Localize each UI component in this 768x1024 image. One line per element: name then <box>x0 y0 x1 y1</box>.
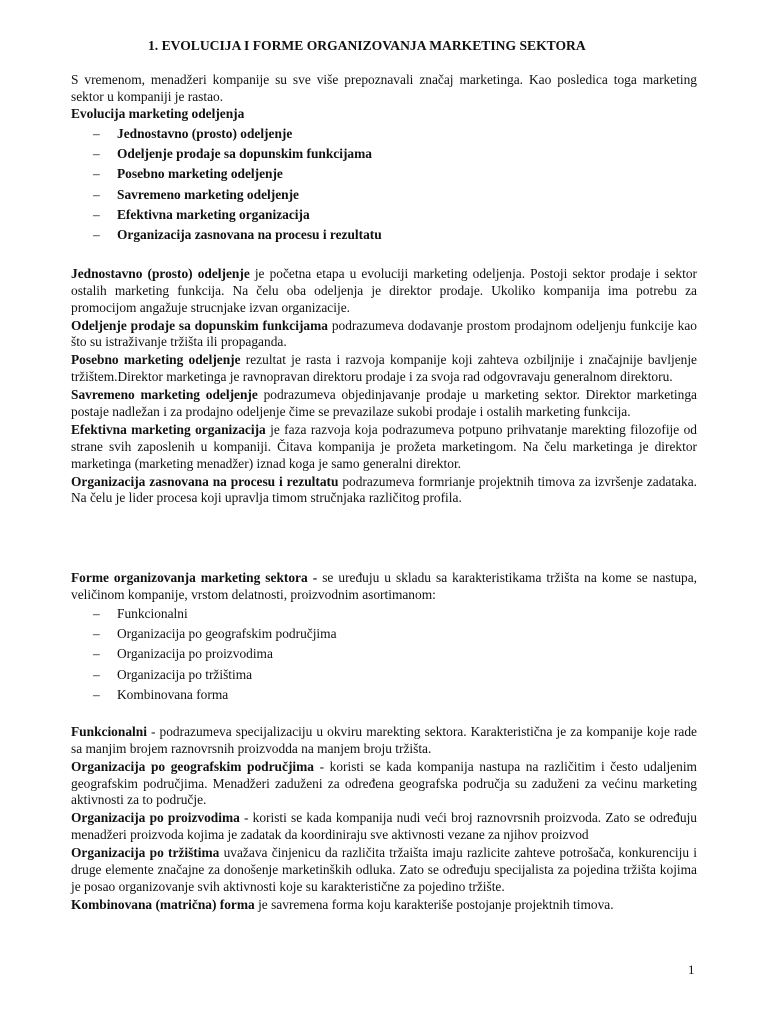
definition-text: rezultat je rasta i razvoja kompanije koji zahteva ozbiljnije i značajnije bavljenje tržištem.Direktor marketinga je ravnopravan direktoru prodaje i za svoja rad odgovravaju generalnom direktoru. <box>71 352 697 385</box>
dash-bullet: – <box>93 626 100 642</box>
list-item-text: Organizacija zasnovana na procesu i rezultatu <box>117 226 382 242</box>
definition-text: uvažava činjenicu da različita tržaišta imaju razlicite zahteve potrošača, konkurenciju i druge elemente značajne za donošenje marketinških odluka. Zato se određuju specijalista za pojedina tržišta kojima je posao organizovanje svih aktivnosti koje su karakteristične za pojedino tržište. <box>71 845 697 894</box>
definition-paragraph <box>71 474 697 508</box>
definition-term: Posebno marketing odeljenje <box>71 352 241 368</box>
dash-bullet: – <box>93 126 100 141</box>
list-item-text: Organizacija po geografskim područjima <box>117 626 337 642</box>
list-item <box>71 687 697 707</box>
list-item <box>71 146 697 166</box>
definition-paragraph <box>71 810 697 844</box>
list-item <box>71 606 697 626</box>
definition-text: je savremena forma koju karakteriše postojanje projektnih timova. <box>254 896 614 912</box>
definition-term: Funkcionalni <box>71 724 147 739</box>
dash-bullet: – <box>93 666 100 682</box>
list-item <box>71 646 697 666</box>
dash-bullet: – <box>93 186 100 202</box>
definition-paragraph <box>71 724 697 758</box>
dash-bullet: – <box>93 166 100 182</box>
definition-paragraph <box>71 387 697 421</box>
list-item-text: Funkcionalni <box>117 606 188 621</box>
forms-list <box>71 606 697 707</box>
definition-term: Organizacija zasnovana na procesu i rezultatu <box>71 473 339 489</box>
forms-paragraphs <box>71 724 697 915</box>
definition-term: Efektivna marketing organizacija <box>71 421 266 437</box>
definition-term: Savremeno marketing odeljenje <box>71 387 258 403</box>
dash-bullet: – <box>93 606 100 621</box>
definition-term: Organizacija po geografskim područjima <box>71 758 314 774</box>
definition-term: Odeljenje prodaje sa dopunskim funkcijama <box>71 317 328 333</box>
dash-bullet: – <box>93 146 100 162</box>
definition-text: je početna etapa u evoluciji marketing odeljenja. Postoji sektor prodaje i sektor ostalih marketing funkcija. Na čelu oba odeljenja je direktor prodaje. Ukoliko kompanija ima potrebu za promocijom angažuje strucnjake izvan organizacije. <box>71 266 697 315</box>
definition-paragraph <box>71 266 697 316</box>
definition-term: Jednostavno (prosto) odeljenje <box>71 266 250 281</box>
list-item-text: Kombinovana forma <box>117 686 229 702</box>
list-item-text: Jednostavno (prosto) odeljenje <box>117 126 293 141</box>
definition-paragraph <box>71 759 697 809</box>
dash-bullet: – <box>93 226 100 242</box>
definition-text: - podrazumeva specijalizaciju u okviru marekting sektora. Karakteristična je za kompanije koje rade sa manjim brojem raznovrsnih proizvodda na manjem broju tržišta. <box>71 724 697 756</box>
definition-text: podrazumeva objedinjavanje prodaje u marketing sektor. Direktor marketinga postaje nadležan i za prodajno odeljenje čime se prevazilaze sukobi prodaje i ostalih marketing funkcija. <box>71 387 697 419</box>
definition-term: Kombinovana (matrična) forma <box>71 896 255 912</box>
definition-paragraph <box>71 897 697 914</box>
definition-text: podrazumeva dodavanje prostom prodajnom odeljenju funkcije kao što su istraživanje tržišta ili propaganda. <box>71 317 698 350</box>
page-title: 1. EVOLUCIJA I FORME ORGANIZOVANJA MARKETING SEKTORA <box>148 38 586 53</box>
dash-bullet: – <box>93 206 100 222</box>
forms-intro-paragraph <box>71 570 697 604</box>
dash-bullet: – <box>93 686 100 702</box>
intro-paragraph <box>71 72 697 122</box>
dash-bullet: – <box>93 646 100 662</box>
list-item <box>71 227 697 247</box>
list-item-text: Organizacija po tržištima <box>117 666 253 682</box>
list-item-text: Organizacija po proizvodima <box>117 646 273 662</box>
page-number: 1 <box>688 962 695 977</box>
evolution-heading: Evolucija marketing odeljenja <box>71 105 245 121</box>
evolution-paragraphs <box>71 266 697 508</box>
evolution-list <box>71 126 697 247</box>
list-item <box>71 126 697 146</box>
definition-paragraph <box>71 845 697 895</box>
intro-text: S vremenom, menadžeri kompanije su sve više prepoznavali značaj marketinga. Kao posledica toga marketing sektor u kompaniji je rastao. <box>71 72 697 104</box>
definition-text: - koristi se kada kompanija nastupa na različitim i često udaljenim geografskim područjima. Menadžeri zaduženi za određena geografska područja su zaduženi za većinu marketing aktivnosti za to područje. <box>71 758 697 808</box>
list-item-text: Posebno marketing odeljenje <box>117 166 283 182</box>
definition-text: podrazumeva formrianje projektnih timova za izvršenje zadataka. Na čelu je lider procesa koji upravlja timom stručnjaka različitog profila. <box>71 473 697 506</box>
list-item-text: Efektivna marketing organizacija <box>117 206 310 222</box>
definition-paragraph <box>71 422 697 472</box>
list-item <box>71 166 697 186</box>
list-item <box>71 207 697 227</box>
forms-intro-text: se uređuju u skladu sa karakteristikama tržišta na kome se nastupa, veličinom kompanije, vrstom delatnosti, proizvodnim asortimanom: <box>71 570 698 602</box>
definition-text: - koristi se kada kompanija nudi veći broj raznovrsnih proizvoda. Zato se određuju menadžeri proizvoda kojima je zadatak da koordiniraju sve aktivnosti vezane za njihov proizvod <box>71 810 697 843</box>
list-item <box>71 187 697 207</box>
list-item-text: Odeljenje prodaje sa dopunskim funkcijama <box>117 146 372 162</box>
list-item <box>71 667 697 687</box>
definition-text: je faza razvoja koja podrazumeva potpuno prihvatanje marekting filozofije od strane svih zaposlenih u kompaniji. Čitava kompanija je prožeta marketingom. Na čelu marketinga je direktor marketinga (marketing menadžer) iznad koga je samo generalni direktor. <box>71 421 698 471</box>
list-item <box>71 626 697 646</box>
definition-paragraph <box>71 318 697 352</box>
definition-term: Organizacija po tržištima <box>71 845 220 861</box>
forms-heading: Forme organizovanja marketing sektora - <box>71 570 318 585</box>
list-item-text: Savremeno marketing odeljenje <box>117 186 299 202</box>
definition-term: Organizacija po proizvodima <box>71 810 240 826</box>
definition-paragraph <box>71 352 697 386</box>
